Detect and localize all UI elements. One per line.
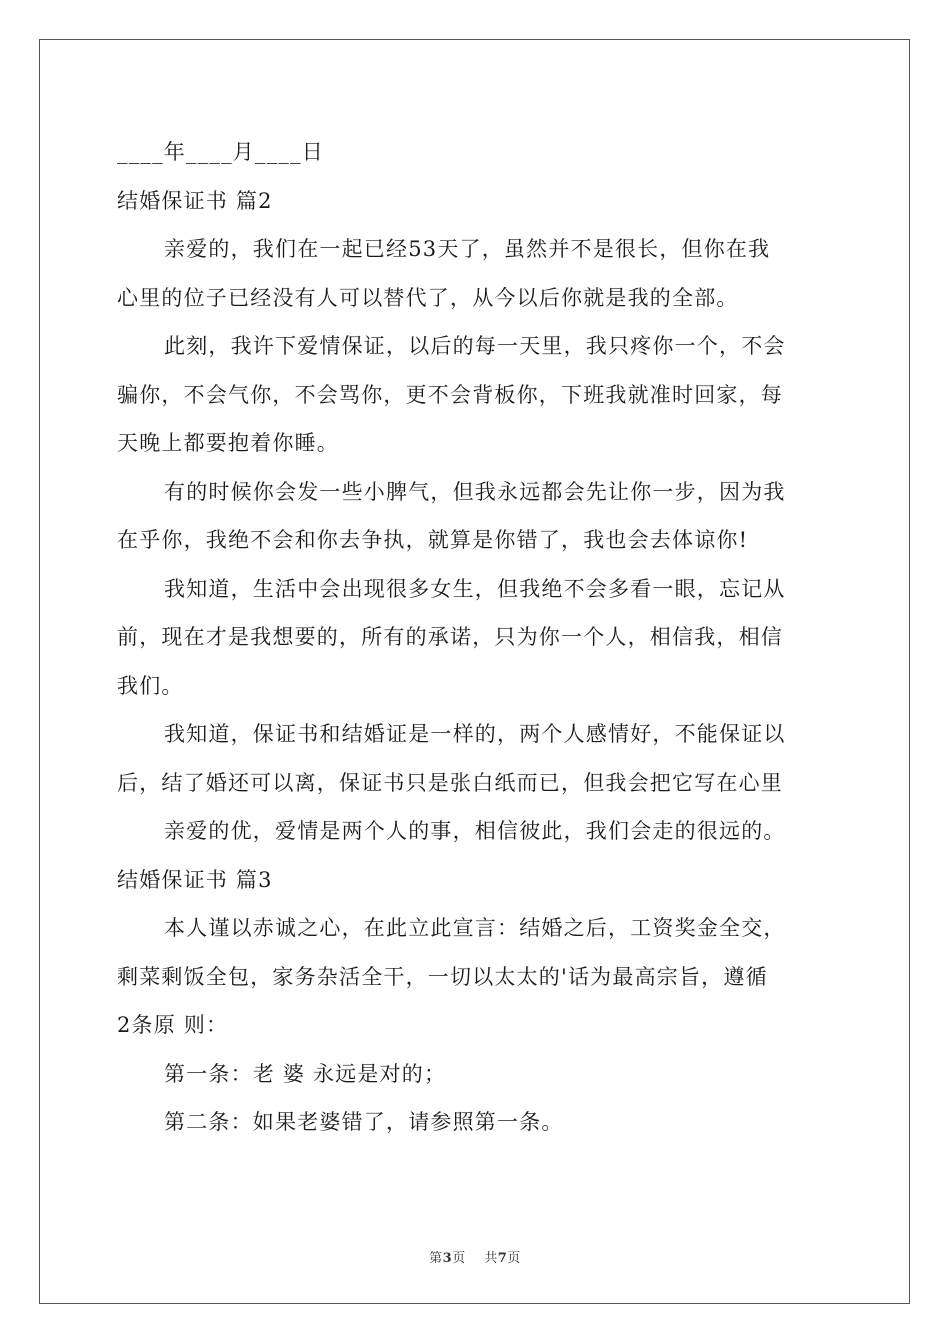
page-prefix: 第: [429, 1251, 443, 1266]
document-lines: [117, 177, 837, 1147]
text-line: 第二条：如果老婆错了，请参照第一条。: [164, 1110, 564, 1134]
page-number: 3: [442, 1251, 453, 1266]
text-line: 心里的位子已经没有人可以替代了，从今以后你就是我的全部。: [117, 285, 739, 310]
text-line: 有的时候你会发一些小脾气，但我永远都会先让你一步，因为我: [164, 479, 786, 504]
total-pages: 7: [497, 1251, 508, 1266]
text-line: 前，现在才是我想要的，所有的承诺，只为你一个人，相信我，相信: [117, 625, 783, 649]
text-line: 2条原 则：: [117, 1013, 229, 1037]
total-prefix: 共: [484, 1251, 498, 1266]
section-heading: 结婚保证书 篇3: [117, 867, 273, 892]
text-line: 此刻，我许下爱情保证，以后的每一天里，我只疼你一个，不会: [164, 334, 786, 358]
text-line: 第一条：老 婆 永远是对的；: [164, 1061, 447, 1086]
document-body: [117, 128, 837, 1147]
page-suffix: 页: [452, 1251, 466, 1266]
text-line: 我们。: [117, 673, 184, 698]
section-heading: 结婚保证书 篇2: [117, 188, 273, 213]
text-line: 天晚上都要抱着你睡。: [117, 431, 339, 455]
text-line: 亲爱的，我们在一起已经53天了，虽然并不是很长，但你在我: [164, 237, 771, 261]
text-line: 后，结了婚还可以离，保证书只是张白纸而已，但我会把它写在心里: [117, 770, 783, 795]
text-line: 我知道，保证书和结婚证是一样的，两个人感情好，不能保证以: [164, 722, 786, 746]
text-line: 本人谨以赤诚之心，在此立此宣言：结婚之后，工资奖金全交，: [164, 916, 786, 940]
text-line: 剩菜剩饭全包，家务杂活全干，一切以太太的'话为最高宗旨，遵循: [117, 964, 768, 989]
total-suffix: 页: [507, 1251, 521, 1266]
date-line: ____年____月____日: [117, 140, 324, 164]
page-footer: [0, 1247, 950, 1266]
text-line: 亲爱的优，爱情是两个人的事，相信彼此，我们会走的很远的。: [164, 819, 786, 843]
text-line: 骗你，不会气你，不会骂你，更不会背板你，下班我就准时回家，每: [117, 382, 783, 407]
text-line: 在乎你，我绝不会和你去争执，就算是你错了，我也会去体谅你!: [117, 528, 749, 552]
text-line: 我知道，生活中会出现很多女生，但我绝不会多看一眼，忘记从: [164, 576, 786, 601]
